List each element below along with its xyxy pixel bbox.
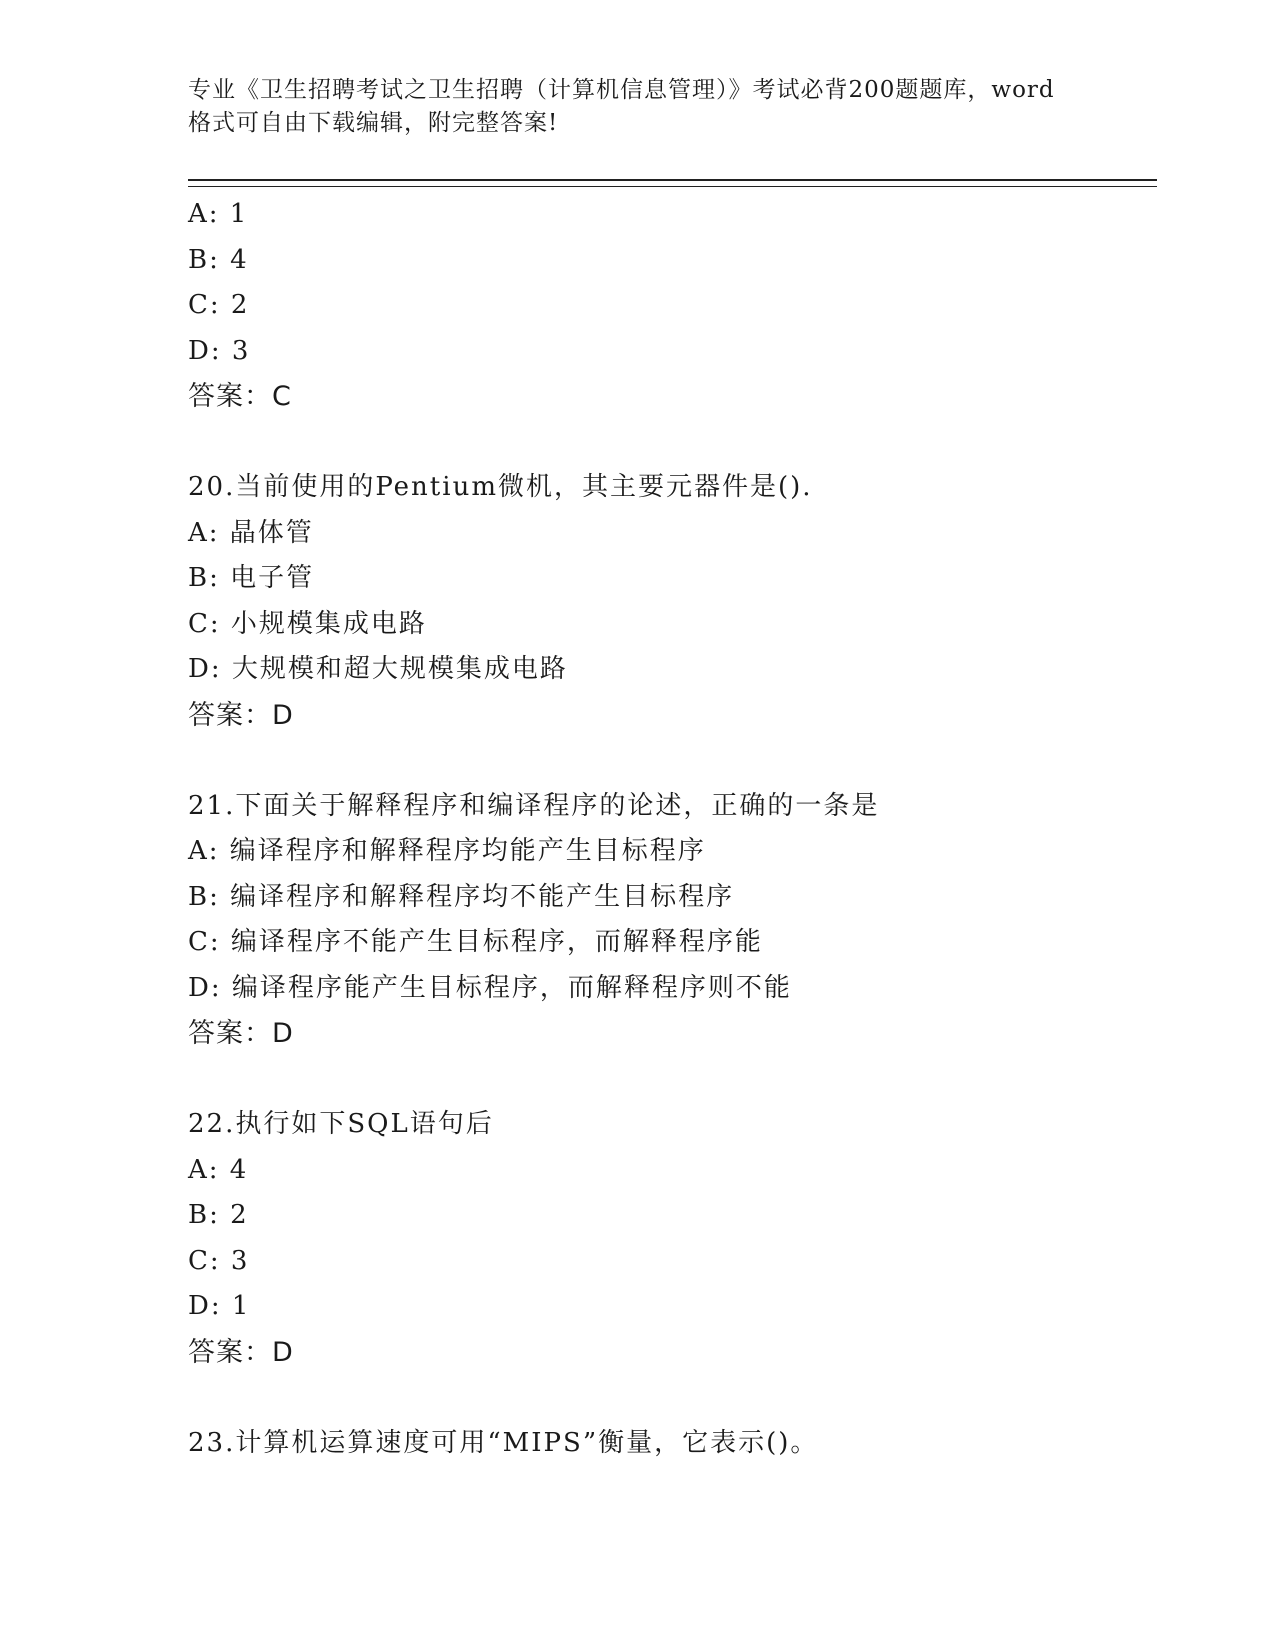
option-c: C: 编译程序不能产生目标程序，而解释程序能	[188, 927, 763, 957]
question-23-block	[188, 1421, 1148, 1467]
option-d: D: 1	[188, 1291, 251, 1321]
question-19-block	[188, 192, 1148, 420]
option-a: A: 编译程序和解释程序均能产生目标程序	[188, 836, 706, 866]
option-d: D: 3	[188, 335, 251, 366]
option-b: B: 编译程序和解释程序均不能产生目标程序	[188, 881, 735, 912]
question-21-block	[188, 784, 1148, 1057]
answer: 答案：D	[188, 699, 294, 731]
option-d: D: 编译程序能产生目标程序，而解释程序则不能	[188, 972, 792, 1003]
spacer	[188, 420, 1148, 466]
question-22-block	[188, 1102, 1148, 1375]
option-c: C: 2	[188, 290, 250, 320]
spacer	[188, 1375, 1148, 1421]
option-c: C: 3	[188, 1245, 250, 1276]
answer: 答案：D	[188, 1018, 294, 1049]
header-line-2: 格式可自由下载编辑，附完整答案!	[188, 110, 559, 136]
option-d: D: 大规模和超大规模集成电路	[188, 654, 568, 684]
option-b: B: 2	[188, 1200, 249, 1230]
option-a: A: 1	[188, 199, 249, 229]
question-text: 20.当前使用的Pentium微机，其主要元器件是().	[188, 472, 813, 502]
question-text: 22.执行如下SQL语句后	[188, 1109, 494, 1139]
option-c: C: 小规模集成电路	[188, 608, 427, 639]
header-line-1: 专业《卫生招聘考试之卫生招聘（计算机信息管理）》考试必背200题题库，word	[188, 77, 1055, 103]
option-b: B: 4	[188, 244, 249, 275]
answer: 答案：D	[188, 1336, 294, 1368]
option-b: B: 电子管	[188, 563, 315, 593]
header-divider	[188, 179, 1157, 187]
answer: 答案：C	[188, 381, 292, 412]
spacer	[188, 738, 1148, 784]
question-text: 21.下面关于解释程序和编译程序的论述，正确的一条是	[188, 790, 880, 821]
spacer	[188, 1057, 1148, 1103]
question-20-block	[188, 465, 1148, 738]
option-a: A: 晶体管	[188, 517, 314, 548]
question-text: 23.计算机运算速度可用“MIPS”衡量，它表示()。	[188, 1427, 819, 1458]
document-header	[188, 74, 1088, 140]
option-a: A: 4	[188, 1154, 249, 1185]
question-list	[188, 192, 1148, 1466]
